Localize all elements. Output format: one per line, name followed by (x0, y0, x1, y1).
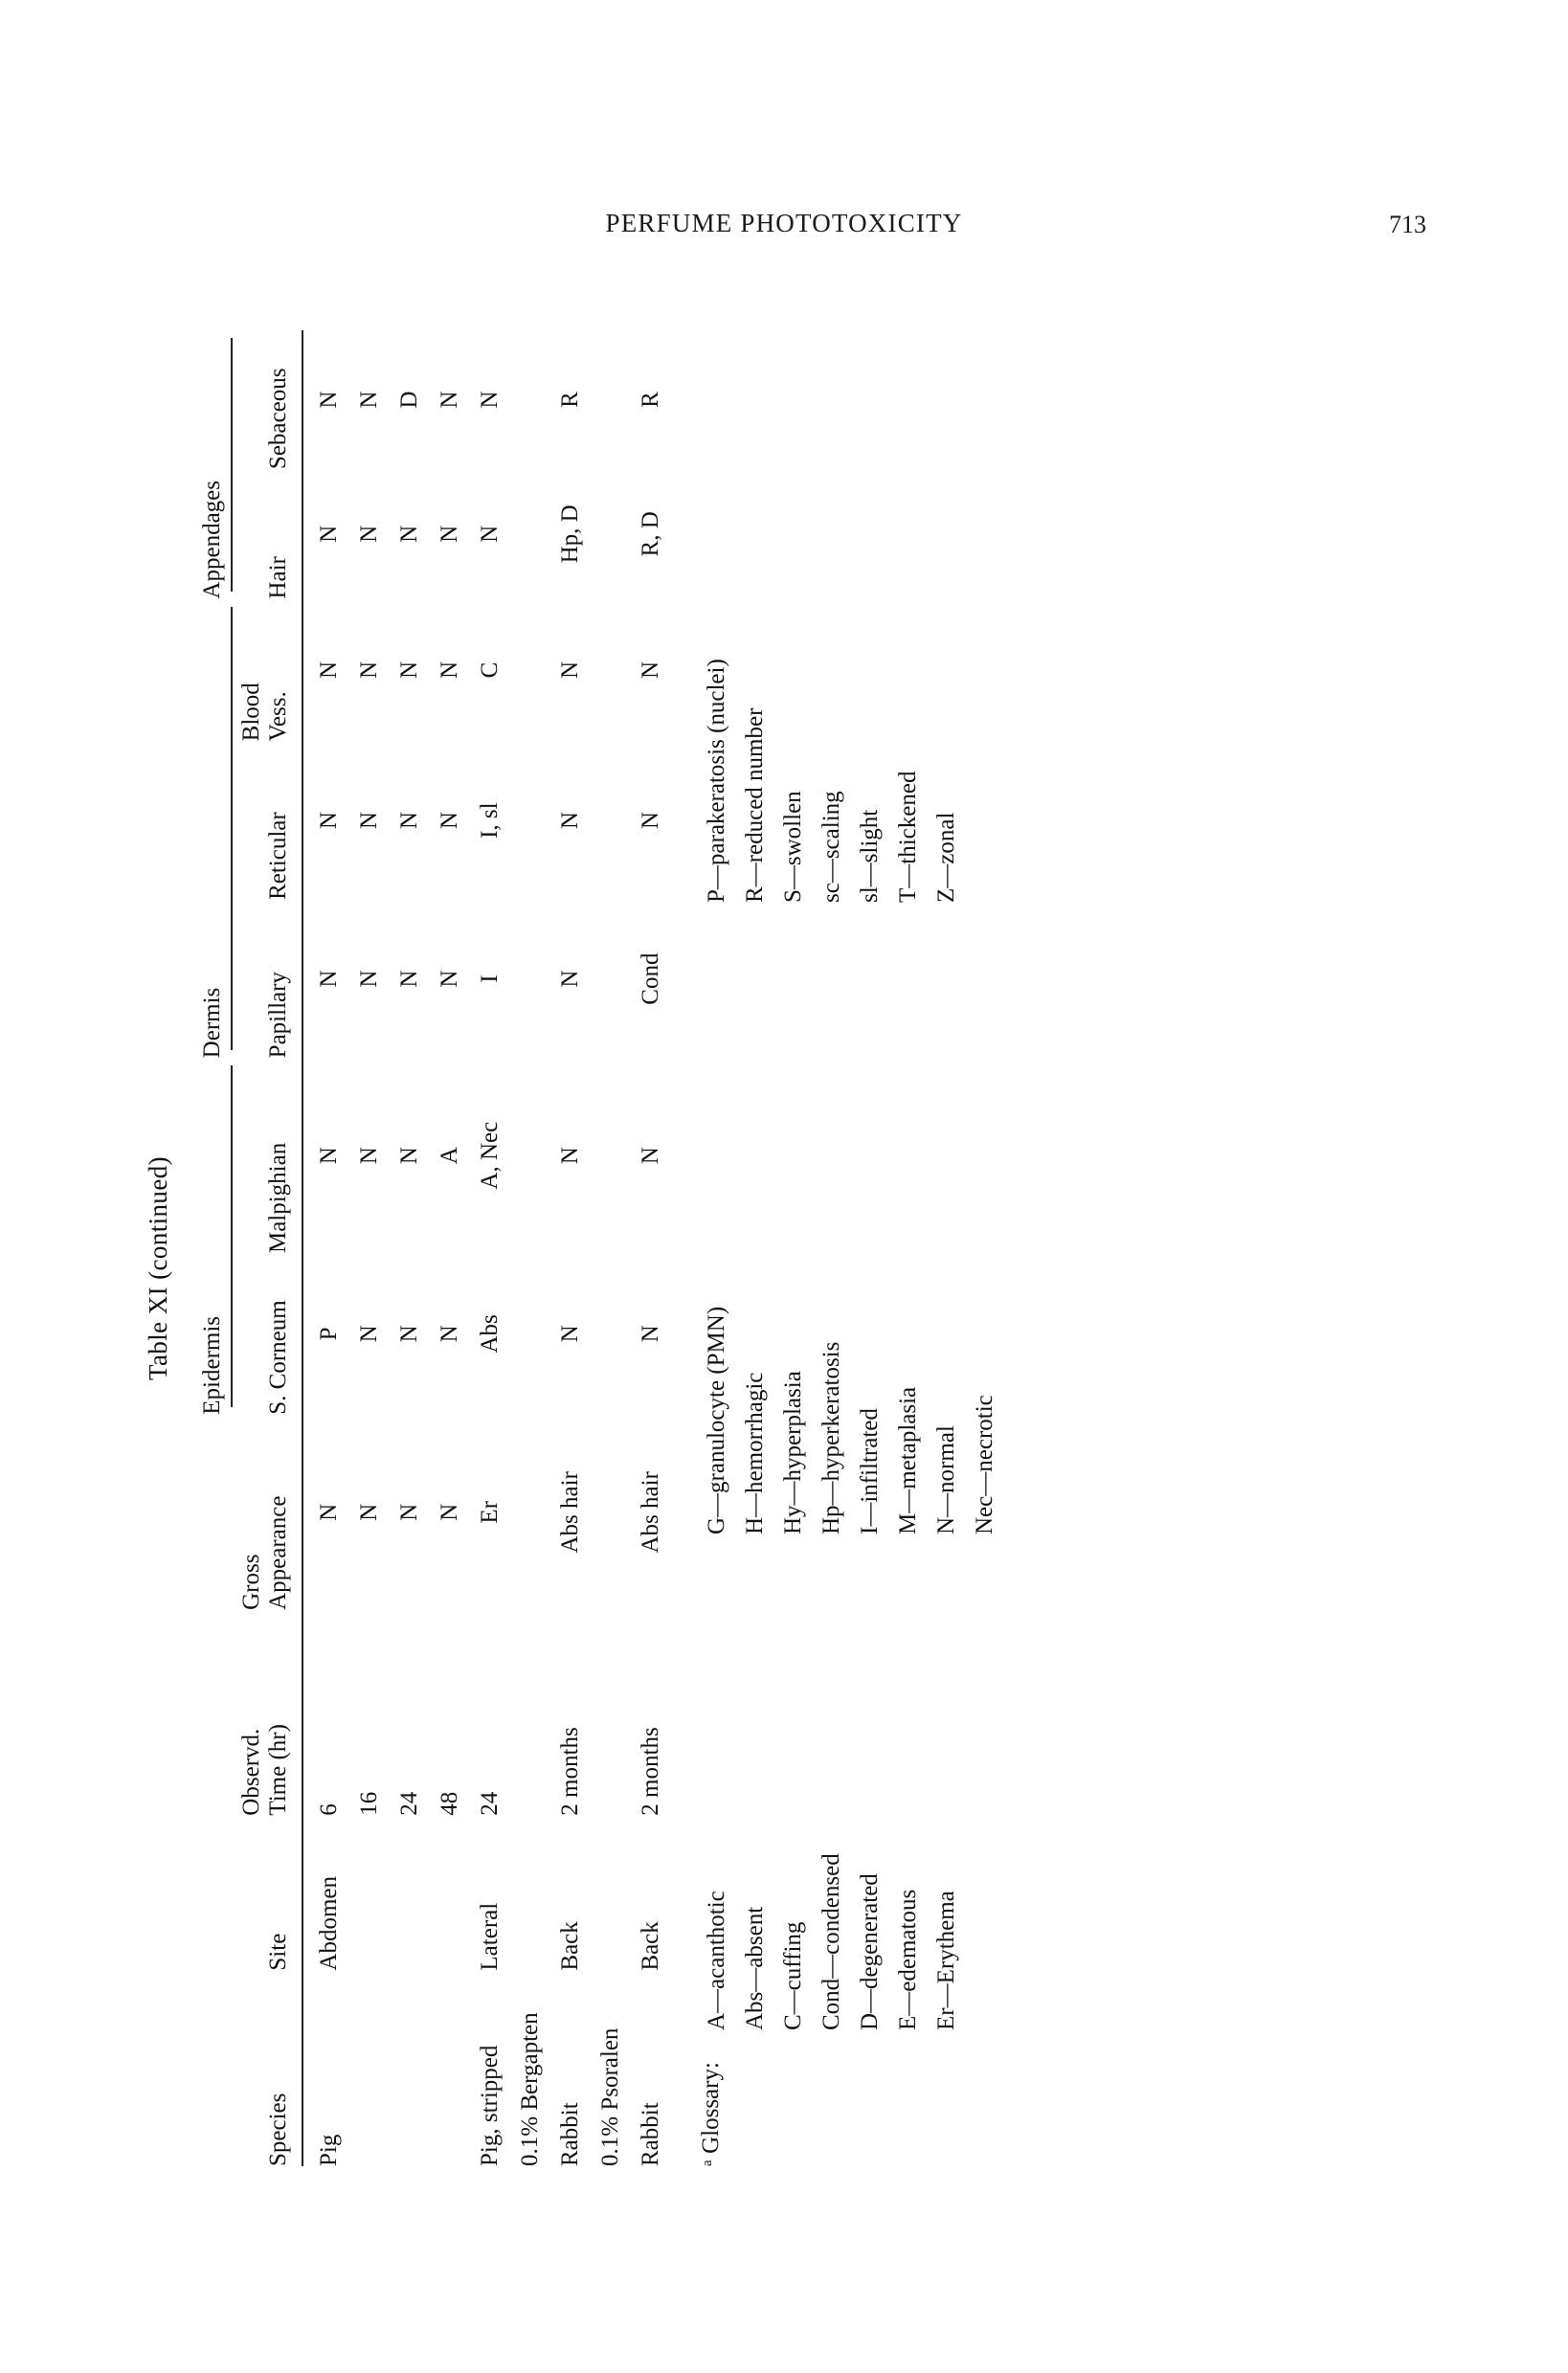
cell-papillary: N (396, 970, 422, 988)
glossary-item: Z—zonal (933, 812, 959, 903)
running-head: PERFUME PHOTOTOXICITY (605, 209, 963, 237)
cell-time: 24 (477, 1791, 503, 1816)
cell-site (384, 1816, 424, 1971)
col-header-blood-vess: Blood Vess. (238, 683, 291, 742)
cell-blood-vess: N (437, 660, 462, 679)
cell-site (424, 1816, 464, 1971)
cell-time: 2 months (557, 1727, 583, 1816)
table-header-row (237, 330, 302, 2166)
glossary-item: A—acanthotic (704, 1891, 729, 2030)
cell-papillary: N (557, 970, 583, 988)
glossary-item: Cond—condensed (818, 1853, 844, 2030)
cell-reticular: N (437, 812, 462, 830)
data-table (198, 330, 665, 2166)
glossary-item: P—parakeratosis (nuclei) (704, 659, 729, 903)
cell-site: Back (557, 1921, 583, 1971)
col-header-time: Observd. Time (hr) (238, 1724, 291, 1816)
cell-site: Abdomen (316, 1875, 342, 1971)
cell-sebaceous: R (557, 392, 583, 408)
col-header-gross: Gross Appearance (238, 1495, 291, 1610)
table-row (464, 330, 504, 2166)
glossary-item: N—normal (933, 1425, 959, 1534)
cell-hair: Hp, D (557, 504, 583, 564)
table-row (625, 330, 665, 2166)
rule-epidermis (231, 1065, 233, 1406)
col-header-site: Site (265, 1933, 291, 1971)
cell-s-corneum: N (356, 1325, 382, 1343)
cell-sebaceous: N (477, 391, 503, 409)
glossary-item: Hy—hyperplasia (780, 1371, 806, 1534)
cell-hair: R, D (638, 511, 663, 557)
glossary-item: G—granulocyte (PMN) (704, 1306, 729, 1534)
cell-gross: N (316, 1503, 342, 1521)
cell-site: Lateral (477, 1902, 503, 1971)
cell-species (384, 1971, 424, 2166)
cell-sebaceous: N (356, 391, 382, 409)
cell-site (344, 1816, 384, 1971)
glossary-item: M—metaplasia (895, 1386, 921, 1534)
glossary-column-c (698, 659, 966, 903)
cell-time: 2 months (638, 1727, 663, 1816)
table-row (344, 330, 384, 2166)
cell-malpighian: A, Nec (477, 1121, 503, 1190)
cell-papillary: N (356, 970, 382, 988)
glossary-item: sl—slight (857, 809, 883, 903)
cell-reticular: I, sl (477, 802, 503, 839)
col-header-malpighian: Malpighian (265, 1142, 291, 1254)
cell-papillary: I (477, 974, 503, 983)
glossary-item: S—swollen (780, 791, 806, 903)
table-row (424, 330, 464, 2166)
cell-s-corneum: Abs (477, 1314, 503, 1354)
col-header-sebaceous: Sebaceous (265, 368, 291, 470)
glossary-item: T—thickened (895, 771, 921, 903)
cell-s-corneum: N (437, 1325, 462, 1343)
cell-species (344, 1971, 384, 2166)
table-caption: Table XI (continued) (144, 1155, 172, 1381)
table-row (303, 330, 344, 2166)
glossary-column-b (698, 1307, 1004, 1534)
glossary-item: E—edematous (895, 1889, 921, 2030)
glossary-item: Nec—necrotic (972, 1395, 997, 1534)
cell-papillary: N (437, 970, 462, 988)
cell-time: 24 (396, 1791, 422, 1816)
group-rule-row (228, 330, 237, 2166)
cell-malpighian: N (638, 1147, 663, 1165)
cell-gross: N (437, 1503, 462, 1521)
glossary-column-a (698, 1853, 966, 2030)
cell-s-corneum: N (557, 1325, 583, 1343)
glossary-title: ᵃ Glossary: (698, 2062, 724, 2166)
cell-sebaceous: R (638, 392, 663, 408)
cell-reticular: N (356, 812, 382, 830)
cell-blood-vess: N (557, 660, 583, 679)
cell-malpighian: N (316, 1147, 342, 1165)
page-number: 713 (1389, 211, 1426, 238)
cell-site: Back (638, 1921, 663, 1971)
group-header-epidermis: Epidermis (199, 1315, 225, 1415)
table-row (545, 330, 585, 2166)
cell-papillary: N (316, 970, 342, 988)
cell-s-corneum: N (396, 1325, 422, 1343)
glossary-item: Er—Erythema (933, 1891, 959, 2030)
glossary-item: R—reduced number (742, 707, 768, 903)
cell-hair: N (477, 525, 503, 543)
glossary (698, 330, 1014, 2166)
glossary-item: I—infiltrated (857, 1408, 883, 1534)
rule-appendages (231, 338, 233, 592)
cell-species: Pig, stripped (477, 2045, 503, 2166)
cell-reticular: N (316, 812, 342, 830)
cell-reticular: N (557, 812, 583, 830)
cell-blood-vess: N (396, 660, 422, 679)
glossary-item: Hp—hyperkeratosis (818, 1341, 844, 1534)
cell-species: Rabbit (638, 2102, 663, 2166)
cell-reticular: N (638, 812, 663, 830)
cell-malpighian: A (437, 1147, 462, 1165)
cell-sebaceous: D (396, 391, 422, 409)
cell-sebaceous: N (316, 391, 342, 409)
cell-gross: N (356, 1503, 382, 1521)
cell-species: Pig (316, 2134, 342, 2166)
cell-gross: Er (477, 1501, 503, 1524)
cell-reticular: N (396, 812, 422, 830)
glossary-item: D—degenerated (857, 1873, 883, 2030)
cell-time: 48 (437, 1791, 462, 1816)
table-subhead-row (585, 330, 625, 2166)
glossary-item: sc—scaling (818, 791, 844, 903)
cell-malpighian: N (557, 1147, 583, 1165)
cell-time: 16 (356, 1791, 382, 1816)
cell-gross: Abs hair (557, 1471, 583, 1554)
cell-hair: N (396, 525, 422, 543)
rotated-table-block (57, 287, 1493, 2250)
cell-blood-vess: C (477, 661, 503, 679)
cell-hair: N (437, 525, 462, 543)
cell-s-corneum: N (638, 1325, 663, 1343)
group-header-appendages: Appendages (199, 480, 225, 599)
cell-papillary: Cond (638, 952, 663, 1005)
cell-time: 6 (316, 1803, 342, 1816)
cell-species: Rabbit (557, 2102, 583, 2166)
table-group-header-row (198, 330, 228, 2166)
cell-species (424, 1971, 464, 2166)
cell-malpighian: N (396, 1147, 422, 1165)
cell-blood-vess: N (356, 660, 382, 679)
cell-gross: Abs hair (638, 1471, 663, 1554)
cell-gross: N (396, 1503, 422, 1521)
cell-species: 0.1% Bergapten (517, 2012, 543, 2166)
glossary-item: C—cuffing (780, 1921, 806, 2030)
table-row (384, 330, 424, 2166)
rule-dermis (231, 607, 233, 1051)
col-header-s-corneum: S. Corneum (265, 1300, 291, 1415)
cell-blood-vess: N (638, 660, 663, 679)
cell-malpighian: N (356, 1147, 382, 1165)
cell-hair: N (356, 525, 382, 543)
table-subhead-row (504, 330, 545, 2166)
cell-s-corneum: P (316, 1327, 342, 1341)
cell-species: 0.1% Psoralen (597, 2027, 623, 2166)
col-header-hair: Hair (265, 556, 291, 599)
glossary-item: H—hemorrhagic (742, 1372, 768, 1534)
cell-blood-vess: N (316, 660, 342, 679)
glossary-item: Abs—absent (742, 1906, 768, 2030)
col-header-reticular: Reticular (265, 812, 291, 900)
group-header-dermis: Dermis (199, 987, 225, 1059)
cell-hair: N (316, 525, 342, 543)
cell-sebaceous: N (437, 391, 462, 409)
col-header-papillary: Papillary (265, 972, 291, 1059)
col-header-species: Species (265, 2093, 291, 2166)
